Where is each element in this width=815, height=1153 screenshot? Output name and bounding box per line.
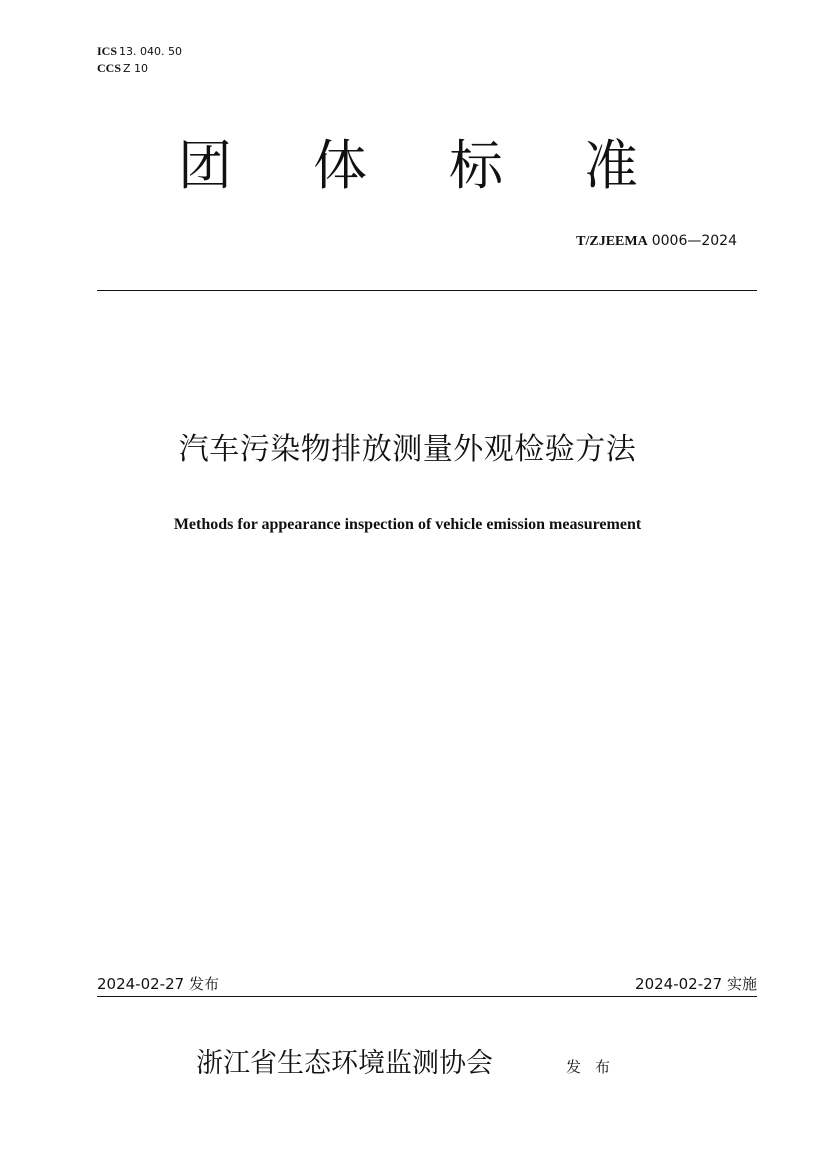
ics-value: 13. 040. 50	[119, 45, 182, 58]
doc-type-char-4: 准	[584, 134, 638, 197]
bottom-divider	[97, 996, 757, 997]
implement-date: 2024-02-27 实施	[635, 975, 757, 993]
ccs-value: Z 10	[123, 62, 149, 75]
publish-date: 2024-02-27 发布	[97, 975, 219, 993]
ics-label: ICS	[97, 44, 118, 58]
doc-type-char-2: 体	[313, 134, 367, 197]
standard-code-prefix: T/ZJEEMA	[576, 234, 648, 249]
ccs-classification	[97, 61, 148, 76]
issuer-suffix: 发布	[566, 1058, 625, 1076]
ccs-label: CCS	[97, 61, 122, 75]
ics-classification	[97, 44, 182, 59]
title-chinese: 汽车污染物排放测量外观检验方法	[178, 432, 637, 467]
doc-type-char-3: 标	[449, 134, 503, 197]
issuing-organization: 浙江省生态环境监测协会	[196, 1048, 493, 1079]
standard-code	[576, 232, 737, 251]
doc-type-char-1: 团	[178, 134, 232, 197]
title-english: Methods for appearance inspection of vehicle emission measurement	[173, 516, 642, 533]
top-divider	[97, 290, 757, 291]
standard-code-number: 0006—2024	[651, 233, 737, 249]
